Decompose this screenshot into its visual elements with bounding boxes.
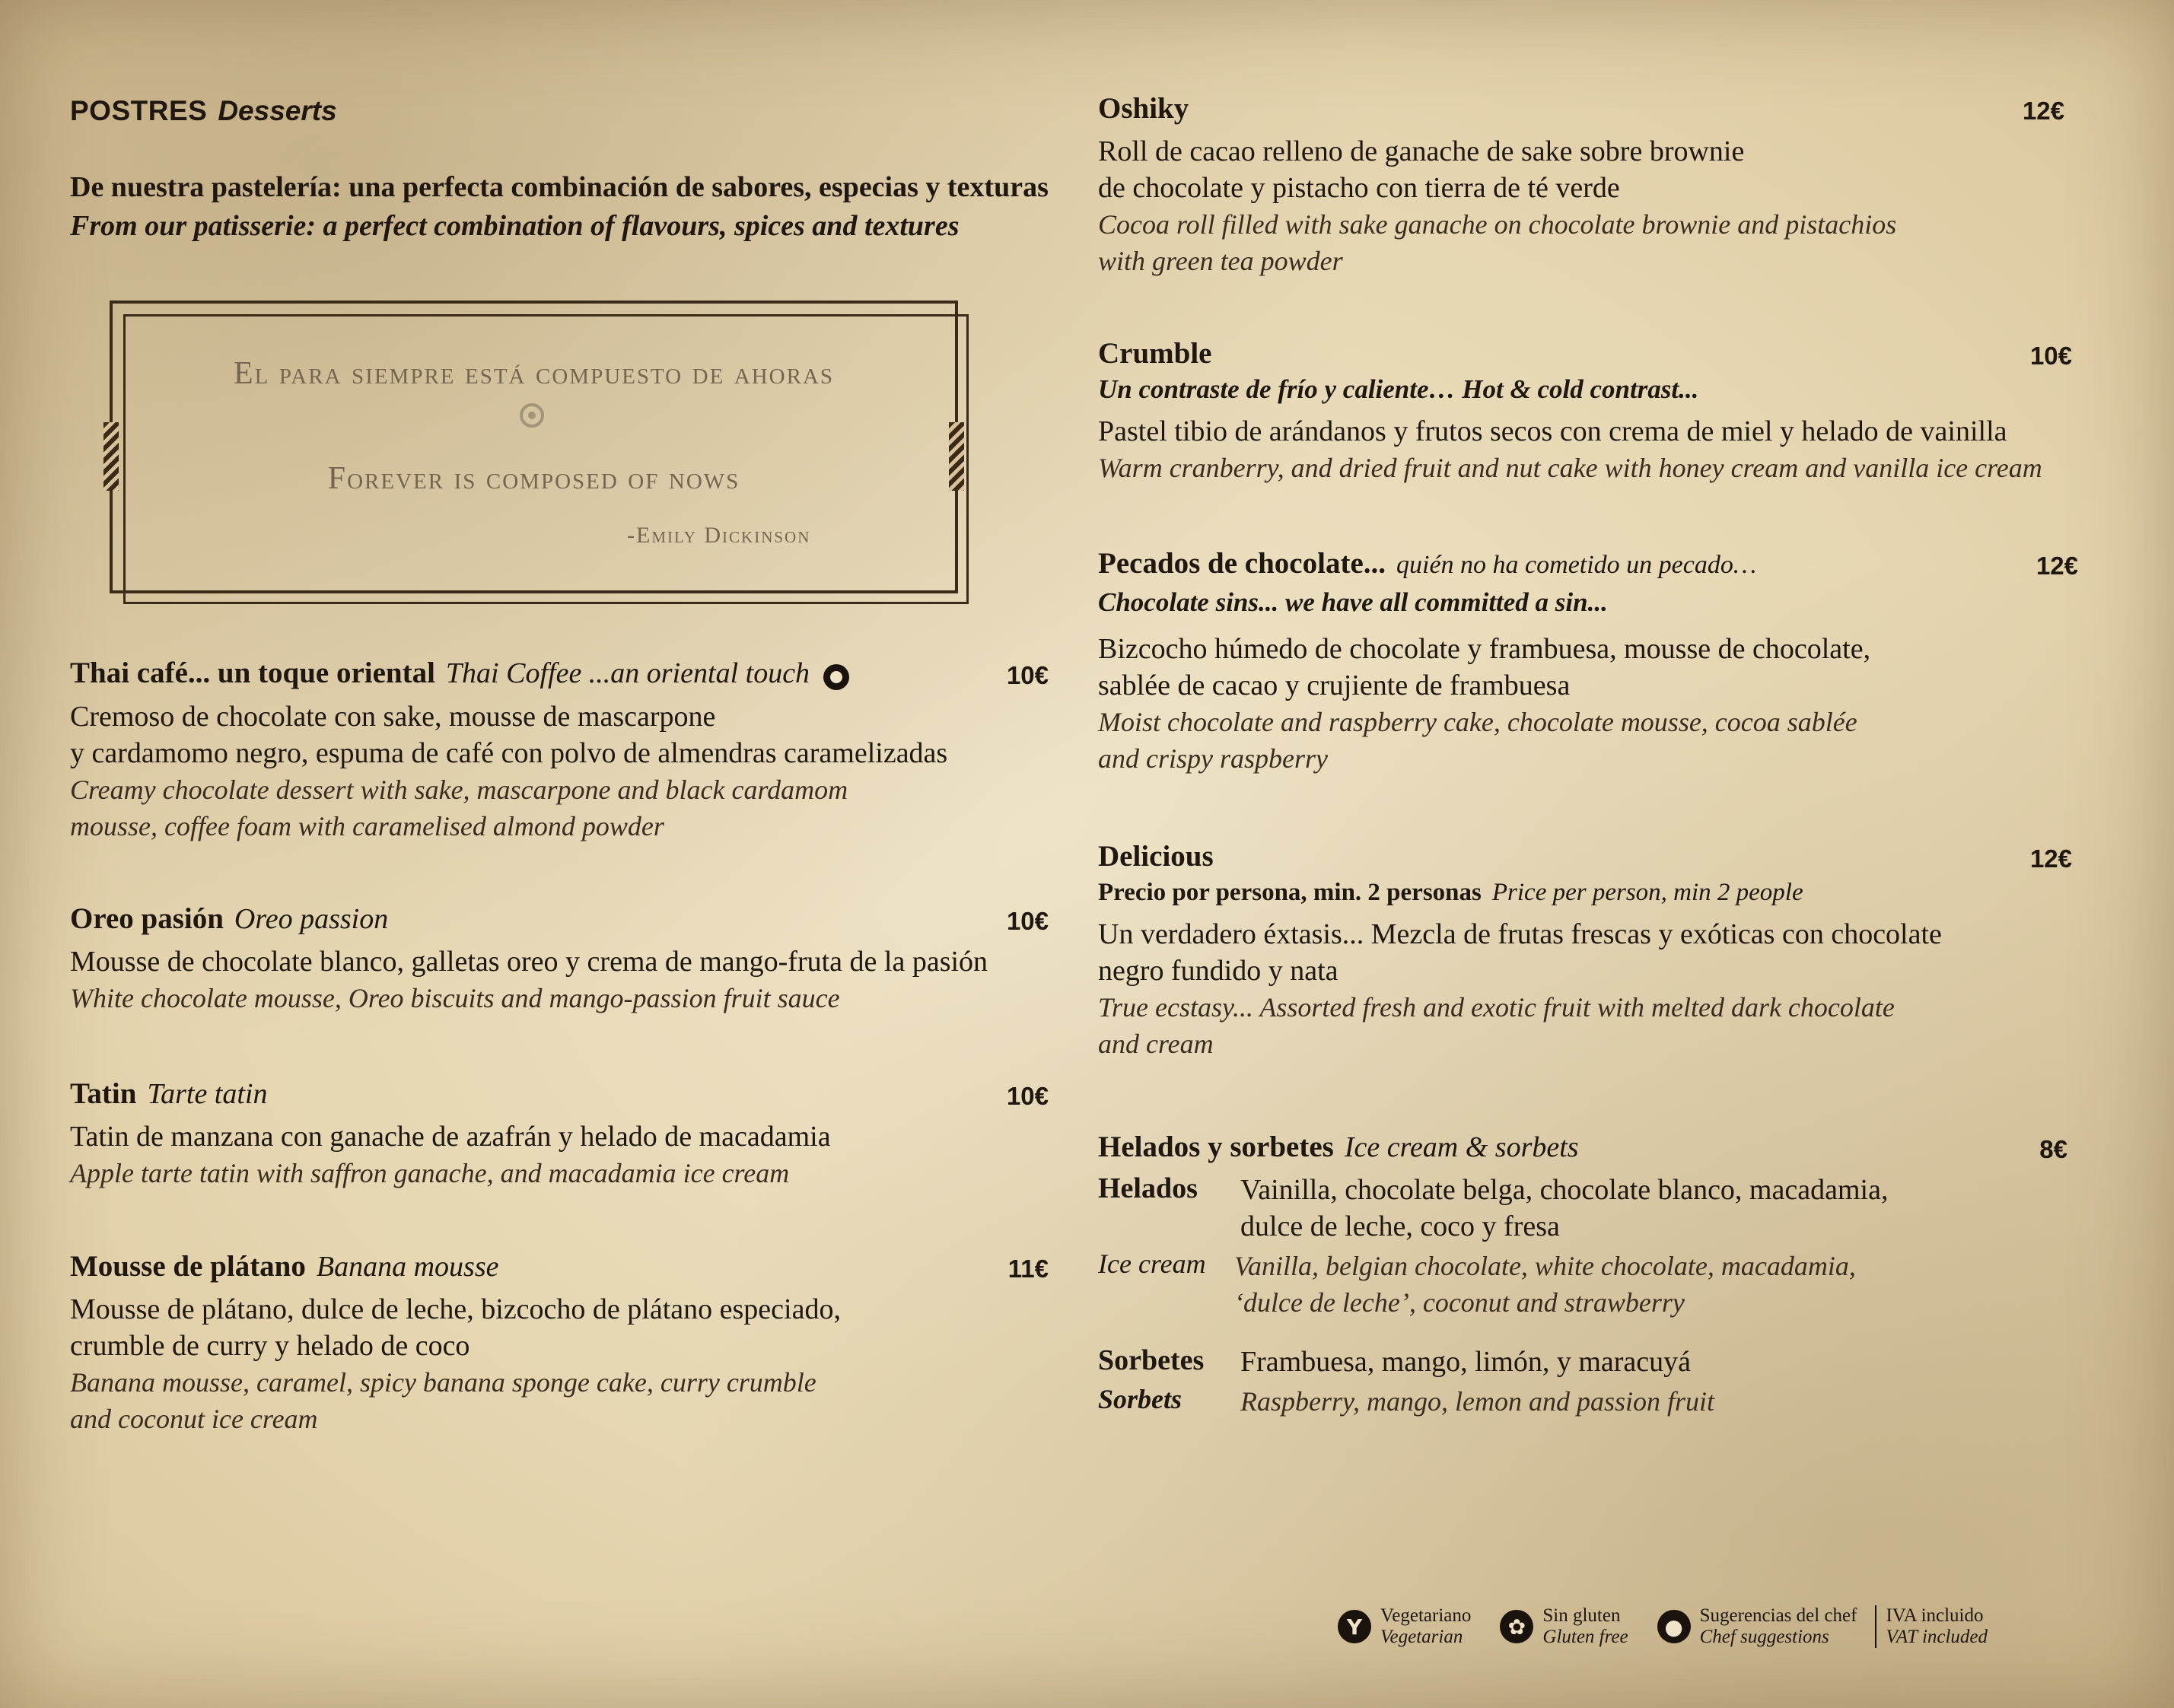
legend-veg-es: Vegetariano (1380, 1605, 1472, 1626)
intro-es: De nuestra pastelería: una perfecta combinación de sabores, especias y texturas (70, 171, 1049, 203)
legend-gluten-free (1500, 1605, 1628, 1648)
legend-chef-en: Chef suggestions (1699, 1627, 1829, 1647)
item-price: 10€ (1006, 661, 1049, 689)
legend-chef-es: Sugerencias del chef (1699, 1605, 1857, 1626)
item-name-en: Thai Coffee ...an oriental touch (445, 657, 810, 689)
sorbets-text: Raspberry, mango, lemon and passion fruit (1240, 1385, 1715, 1417)
item-desc-en-line: True ecstasy... Assorted fresh and exotic fruit with melted dark chocolate (1098, 991, 1895, 1023)
icecream-row (1098, 1248, 2072, 1321)
item-price: 12€ (2022, 97, 2064, 125)
icecream-line: Vanilla, belgian chocolate, white chocolate, macadamia, (1234, 1250, 1856, 1281)
item-desc-line: Tatin de manzana con ganache de azafrán y helado de macadamia (70, 1120, 831, 1153)
item-name: Helados y sorbetes (1098, 1131, 1334, 1163)
legend-gf-es: Sin gluten (1542, 1605, 1621, 1626)
item-price: 8€ (2039, 1135, 2067, 1163)
legend-gf-en: Gluten free (1542, 1627, 1628, 1647)
section-title-en: Desserts (218, 95, 337, 126)
item-name: Crumble (1098, 337, 1212, 370)
helados-row (1098, 1172, 2072, 1245)
item-price: 12€ (2036, 552, 2078, 580)
item-head (1098, 91, 2072, 127)
item-desc-en-line: Banana mousse, caramel, spicy banana sponge cake, curry crumble (70, 1366, 816, 1398)
item-price: 10€ (1006, 907, 1049, 935)
item-desc-en-line: Creamy chocolate dessert with sake, mascarpone and black cardamom (70, 774, 848, 806)
helados-label: Helados (1098, 1172, 1198, 1204)
menu-item-thai-cafe (70, 656, 1052, 844)
legend-chef (1657, 1605, 1857, 1648)
item-desc-en-line: Warm cranberry, and dried fruit and nut cake with honey cream and vanilla ice cream (1098, 452, 2042, 483)
item-name-en: Oreo passion (234, 903, 389, 935)
intro-en: From our patisserie: a perfect combination of flavours, spices and textures (70, 210, 960, 242)
menu-item-crumble (1098, 336, 2072, 486)
quote-author: -Emily Dickinson (627, 523, 811, 548)
legend-vegetarian (1338, 1605, 1471, 1648)
legend-vat-es: IVA incluido (1886, 1605, 1984, 1626)
item-desc-line: Mousse de chocolate blanco, galletas oreo y crema de mango-fruta de la pasión (70, 945, 988, 978)
subtitle-es: Precio por persona, min. 2 personas (1098, 878, 1482, 906)
menu-item-mousse-platano (70, 1249, 1052, 1437)
item-head (1098, 1130, 2072, 1166)
item-desc-line: y cardamomo negro, espuma de café con polvo de almendras caramelizadas (70, 737, 948, 770)
quote-es: El para siempre está compuesto de ahoras (233, 356, 835, 391)
item-head (1098, 839, 2072, 875)
sorbetes-label: Sorbetes (1098, 1344, 1205, 1376)
ornament-icon (520, 403, 544, 428)
icecream-label: Ice cream (1098, 1248, 1206, 1279)
menu-item-tatin (70, 1077, 1052, 1191)
menu-item-oreo-pasion (70, 902, 1052, 1016)
item-head (1098, 546, 2078, 582)
item-desc-line: crumble de curry y helado de coco (70, 1329, 470, 1362)
item-price: 12€ (2029, 844, 2072, 873)
sorbetes-text: Frambuesa, mango, limón, y maracuyá (1240, 1345, 1692, 1378)
item-desc-line: Roll de cacao relleno de ganache de sake sobre brownie (1098, 135, 1745, 167)
item-price: 10€ (1006, 1082, 1049, 1110)
section-title-es: POSTRES (70, 95, 208, 126)
item-subtitle: Un contraste de frío y caliente… Hot & cold contrast... (1098, 374, 1699, 404)
item-desc-line: Un verdadero éxtasis... Mezcla de frutas frescas y exóticas con chocolate (1098, 918, 1942, 950)
sorbets-row (1098, 1383, 2072, 1420)
item-desc-en-line: mousse, coffee foam with caramelised almond powder (70, 811, 664, 842)
subtitle-en: Price per person, min 2 people (1491, 878, 1803, 906)
item-desc-en-line: and crispy raspberry (1098, 743, 1328, 774)
item-name: Oshiky (1098, 92, 1189, 125)
item-desc-line: Bizcocho húmedo de chocolate y frambuesa, mousse de chocolate, (1098, 632, 1871, 665)
item-name: Pecados de chocolate... (1098, 547, 1386, 580)
menu-item-oshiky (1098, 91, 2072, 279)
item-subtitle (1098, 875, 2072, 910)
item-name-en: Tarte tatin (147, 1078, 268, 1110)
item-desc-line: Cremoso de chocolate con sake, mousse de mascarpone (70, 701, 716, 733)
item-price: 10€ (2029, 342, 2072, 370)
legend-vat-en: VAT included (1886, 1627, 1988, 1647)
item-desc-line: Mousse de plátano, dulce de leche, bizcocho de plátano especiado, (70, 1293, 841, 1325)
item-head (70, 1077, 1052, 1112)
item-name-en: Ice cream & sorbets (1344, 1131, 1579, 1163)
legend (1338, 1604, 1988, 1649)
item-desc-en-line: Cocoa roll filled with sake ganache on chocolate brownie and pistachios (1098, 208, 1897, 240)
item-name: Mousse de plátano (70, 1250, 306, 1283)
item-desc-en-line: White chocolate mousse, Oreo biscuits and mango-passion fruit sauce (70, 982, 840, 1013)
item-head (1098, 336, 2072, 372)
menu-item-delicious (1098, 839, 2072, 1062)
item-price: 11€ (1007, 1255, 1049, 1283)
legend-vat (1875, 1605, 1988, 1648)
quote-en: Forever is composed of nows (327, 461, 740, 496)
quote-box (110, 301, 958, 593)
chef-suggestion-icon (823, 664, 849, 690)
chef-suggestion-icon: ● (1657, 1610, 1691, 1643)
item-desc-en-line: Apple tarte tatin with saffron ganache, and macadamia ice cream (70, 1157, 790, 1188)
item-name-en: quién no ha cometido un pecado… (1396, 551, 1757, 579)
menu-item-pecados-chocolate (1098, 546, 2078, 777)
item-desc-line: negro fundido y nata (1098, 954, 1338, 987)
menu-item-helados-sorbetes (1098, 1130, 2072, 1420)
item-desc-en-line: Moist chocolate and raspberry cake, chocolate mousse, cocoa sablée (1098, 706, 1857, 737)
legend-veg-en: Vegetarian (1380, 1627, 1463, 1647)
item-name-en: Banana mousse (316, 1251, 499, 1283)
item-name: Oreo pasión (70, 902, 224, 935)
icecream-line: ‘dulce de leche’, coconut and strawberry (1234, 1287, 1685, 1318)
helados-line: dulce de leche, coco y fresa (1240, 1210, 1560, 1242)
section-title (70, 95, 337, 128)
item-desc-en-line: and coconut ice cream (70, 1403, 318, 1434)
helados-line: Vainilla, chocolate belga, chocolate blanco, macadamia, (1240, 1173, 1889, 1206)
item-head (70, 656, 1052, 692)
vegetarian-icon: Y (1338, 1610, 1371, 1643)
item-desc-en-line: and cream (1098, 1028, 1214, 1059)
item-name: Delicious (1098, 840, 1214, 873)
item-subtitle: Chocolate sins... we have all committed a sin... (1098, 587, 1608, 617)
item-name: Thai café... un toque oriental (70, 657, 435, 689)
item-head (70, 1249, 1052, 1285)
sorbets-label: Sorbets (1098, 1383, 1182, 1414)
item-desc-line: de chocolate y pistacho con tierra de té verde (1098, 171, 1620, 204)
sorbetes-row (1098, 1344, 2072, 1380)
item-head (70, 902, 1052, 937)
item-desc-line: Pastel tibio de arándanos y frutos secos con crema de miel y helado de vainilla (1098, 415, 2007, 447)
item-desc-line: sablée de cacao y crujiente de frambuesa (1098, 669, 1571, 701)
gluten-free-icon: ✿ (1500, 1610, 1533, 1643)
item-name: Tatin (70, 1077, 137, 1110)
item-desc-en-line: with green tea powder (1098, 245, 1343, 276)
